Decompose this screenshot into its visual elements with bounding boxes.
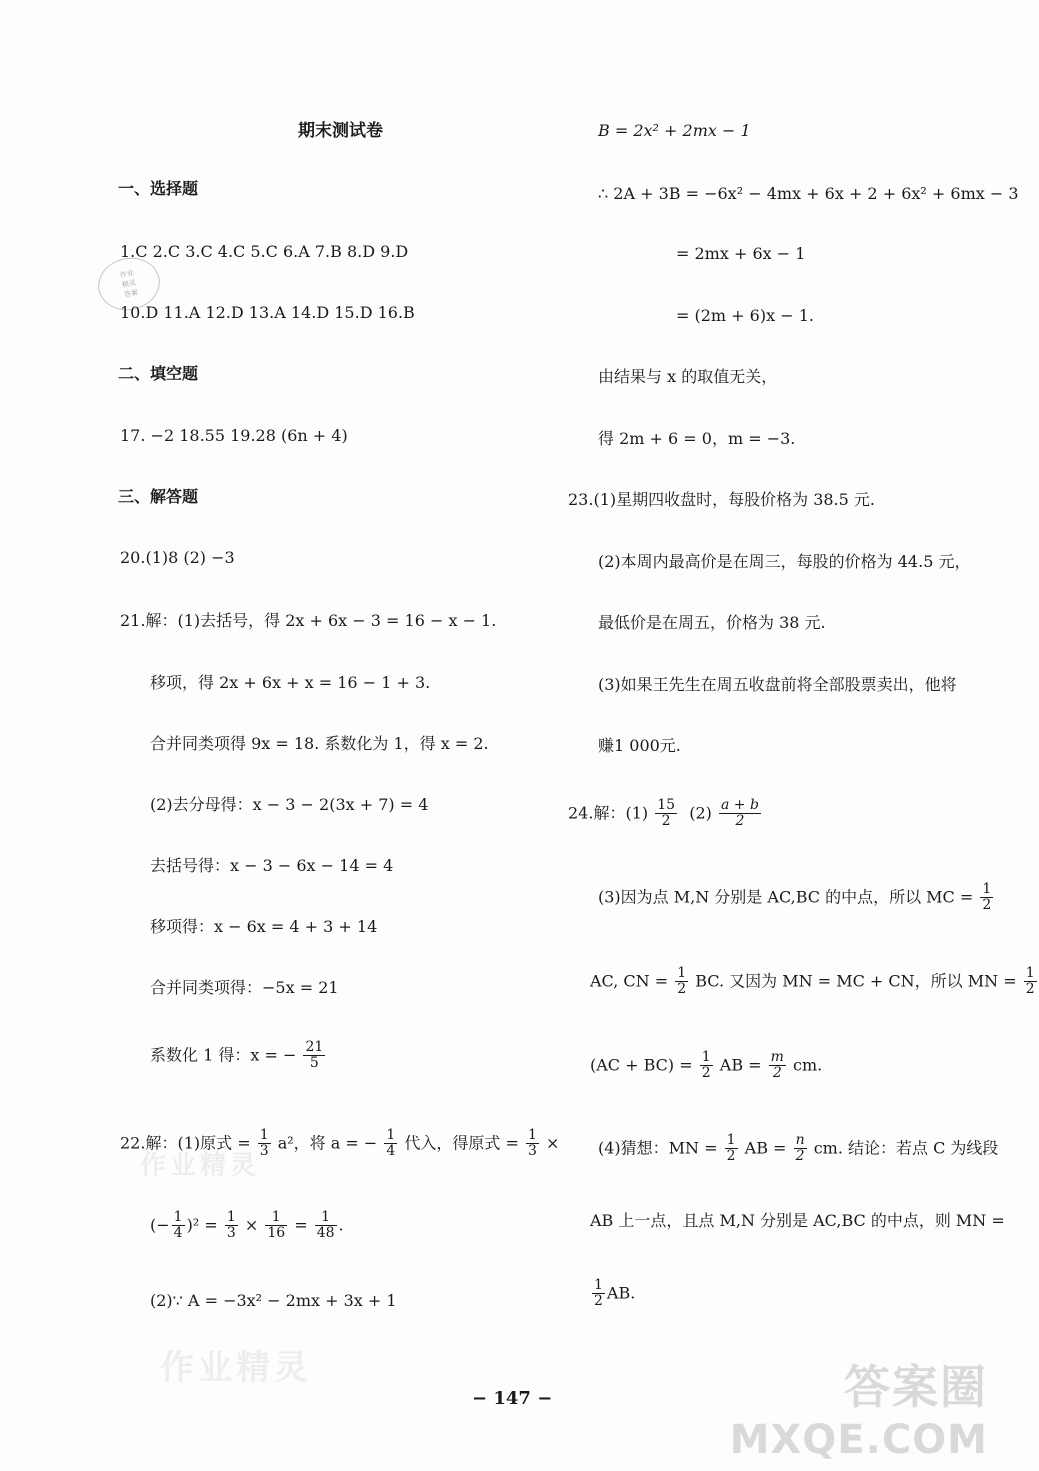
answer-24-line-7: $\frac{1}{2}$ AB.	[594, 1277, 636, 1310]
answer-21-line-6: 移项得：x − 6x = 4 + 3 + 14	[150, 917, 378, 936]
site-watermark	[730, 1351, 988, 1463]
fraction-half-c: $\frac{1}{2}$	[1025, 965, 1035, 998]
mc-answers-row-2: 10.D 11.A 12.D 13.A 14.D 15.D 16.B	[120, 303, 415, 322]
answer-20: 20.(1)8 (2) −3	[120, 548, 235, 567]
fraction-half-a: $\frac{1}{2}$	[982, 881, 992, 914]
fraction-n-2: $\frac{n}{2}$	[795, 1132, 805, 1165]
section-heading-fill: 二、填空题	[118, 364, 199, 383]
right-line-2: ∴ 2A + 3B = −6x² − 4mx + 6x + 2 + 6x² + 6mx − 3	[598, 184, 1019, 203]
answer-24-line-1: 24.解：(1) $\frac{15}{2}$ (2) $\frac{a + b}{2}$	[568, 797, 759, 830]
answer-21-line-1: 21.解：(1)去括号，得 2x + 6x − 3 = 16 − x − 1.	[120, 611, 497, 630]
fraction-15-2: $\frac{15}{2}$	[657, 797, 676, 830]
stamp-mark: 作业 精灵 答案	[93, 252, 164, 316]
fraction-1-4-sq: $\frac{1}{4}$	[173, 1209, 183, 1242]
watermark-text-2: 作业精灵	[140, 1151, 261, 1181]
section-heading-choice: 一、选择题	[118, 179, 199, 198]
answer-23-line-1: 23.(1)星期四收盘时，每股价格为 38.5 元.	[568, 490, 875, 509]
right-line-1: B = 2x² + 2mx − 1	[598, 121, 751, 140]
answer-22-line-3: (2)∵ A = −3x² − 2mx + 3x + 1	[150, 1291, 397, 1310]
answer-24-line-4: (AC + BC) = $\frac{1}{2}$ AB = $\frac{m}{2}$ cm.	[590, 1049, 823, 1082]
answer-21-line-3: 合并同类项得 9x = 18. 系数化为 1，得 x = 2.	[150, 734, 489, 753]
page-number: − 147 −	[472, 1388, 553, 1409]
fraction-1-4: $\frac{1}{4}$	[386, 1127, 396, 1160]
site-logo-text: 答案圈	[844, 1360, 988, 1414]
answer-21-line-5: 去括号得：x − 3 − 6x − 14 = 4	[150, 856, 394, 875]
fraction-half-e: $\frac{1}{2}$	[726, 1132, 736, 1165]
page-title: 期末测试卷	[298, 121, 383, 141]
answer-22-line-2: (− $\frac{1}{4}$ )² = $\frac{1}{3}$ × $\frac{1}{16}$ = $\frac{1}{48}$ .	[150, 1209, 344, 1242]
fraction-a-plus-b-2: $\frac{a + b}{2}$	[720, 797, 759, 830]
right-line-5: 由结果与 x 的取值无关，	[598, 367, 778, 386]
answer-24-line-2: (3)因为点 M,N 分别是 AC,BC 的中点，所以 MC = $\frac{1}{2}$	[598, 881, 992, 914]
fraction-1-3: $\frac{1}{3}$	[259, 1127, 269, 1160]
fraction-1-3-c: $\frac{1}{3}$	[226, 1209, 236, 1242]
fraction-half-b: $\frac{1}{2}$	[677, 965, 687, 998]
answer-24-line-6: AB 上一点，且点 M,N 分别是 AC,BC 的中点，则 MN =	[590, 1211, 1005, 1230]
fraction-half-d: $\frac{1}{2}$	[701, 1049, 711, 1082]
answer-23-line-5: 赚1 000元.	[598, 736, 681, 755]
answer-24-line-3: AC, CN = $\frac{1}{2}$ BC. 又因为 MN = MC + CN，所以 MN = $\frac{1}{2}$	[590, 965, 1035, 998]
fill-answers: 17. −2 18.55 19.28 (6n + 4)	[120, 426, 348, 445]
fraction-m-2: $\frac{m}{2}$	[770, 1049, 784, 1082]
answer-21-line-7: 合并同类项得：−5x = 21	[150, 978, 339, 997]
section-heading-solve: 三、解答题	[118, 487, 199, 506]
watermark-text: 作业精灵	[160, 1348, 312, 1388]
site-url: MXQE.COM	[729, 1417, 988, 1463]
mc-answers-row-1: 1.C 2.C 3.C 4.C 5.C 6.A 7.B 8.D 9.D	[120, 242, 409, 261]
answer-23-line-2: (2)本周内最高价是在周三，每股的价格为 44.5 元，	[598, 552, 971, 571]
fraction-1-16: $\frac{1}{16}$	[267, 1209, 286, 1242]
right-line-3: = 2mx + 6x − 1	[676, 244, 806, 263]
answer-21-line-4: (2)去分母得：x − 3 − 2(3x + 7) = 4	[150, 795, 429, 814]
answer-21-line-8: 系数化 1 得：x = − $\frac{21}{5}$	[150, 1039, 324, 1072]
right-line-4: = (2m + 6)x − 1.	[676, 306, 814, 325]
answer-21-line-2: 移项，得 2x + 6x + x = 16 − 1 + 3.	[150, 673, 431, 692]
answer-24-line-5: (4)猜想：MN = $\frac{1}{2}$ AB = $\frac{n}{2}$ cm. 结论：若点 C 为线段	[598, 1132, 999, 1165]
fraction-half-f: $\frac{1}{2}$	[594, 1277, 603, 1310]
answer-23-line-3: 最低价是在周五，价格为 38 元.	[598, 613, 826, 632]
fraction-21-5: $\frac{21}{5}$	[305, 1039, 324, 1072]
answer-23-line-4: (3)如果王先生在周五收盘前将全部股票卖出，他将	[598, 675, 957, 694]
right-line-6: 得 2m + 6 = 0，m = −3.	[598, 429, 796, 448]
answer-22-line-1: 22.解：(1)原式 = $\frac{1}{3}$ a²，将 a = − $\frac{1}{4}$ 代入，得原式 = $\frac{1}{3}$ ×	[120, 1127, 560, 1160]
fraction-1-48: $\frac{1}{48}$	[316, 1209, 335, 1242]
fraction-1-3-b: $\frac{1}{3}$	[528, 1127, 537, 1160]
